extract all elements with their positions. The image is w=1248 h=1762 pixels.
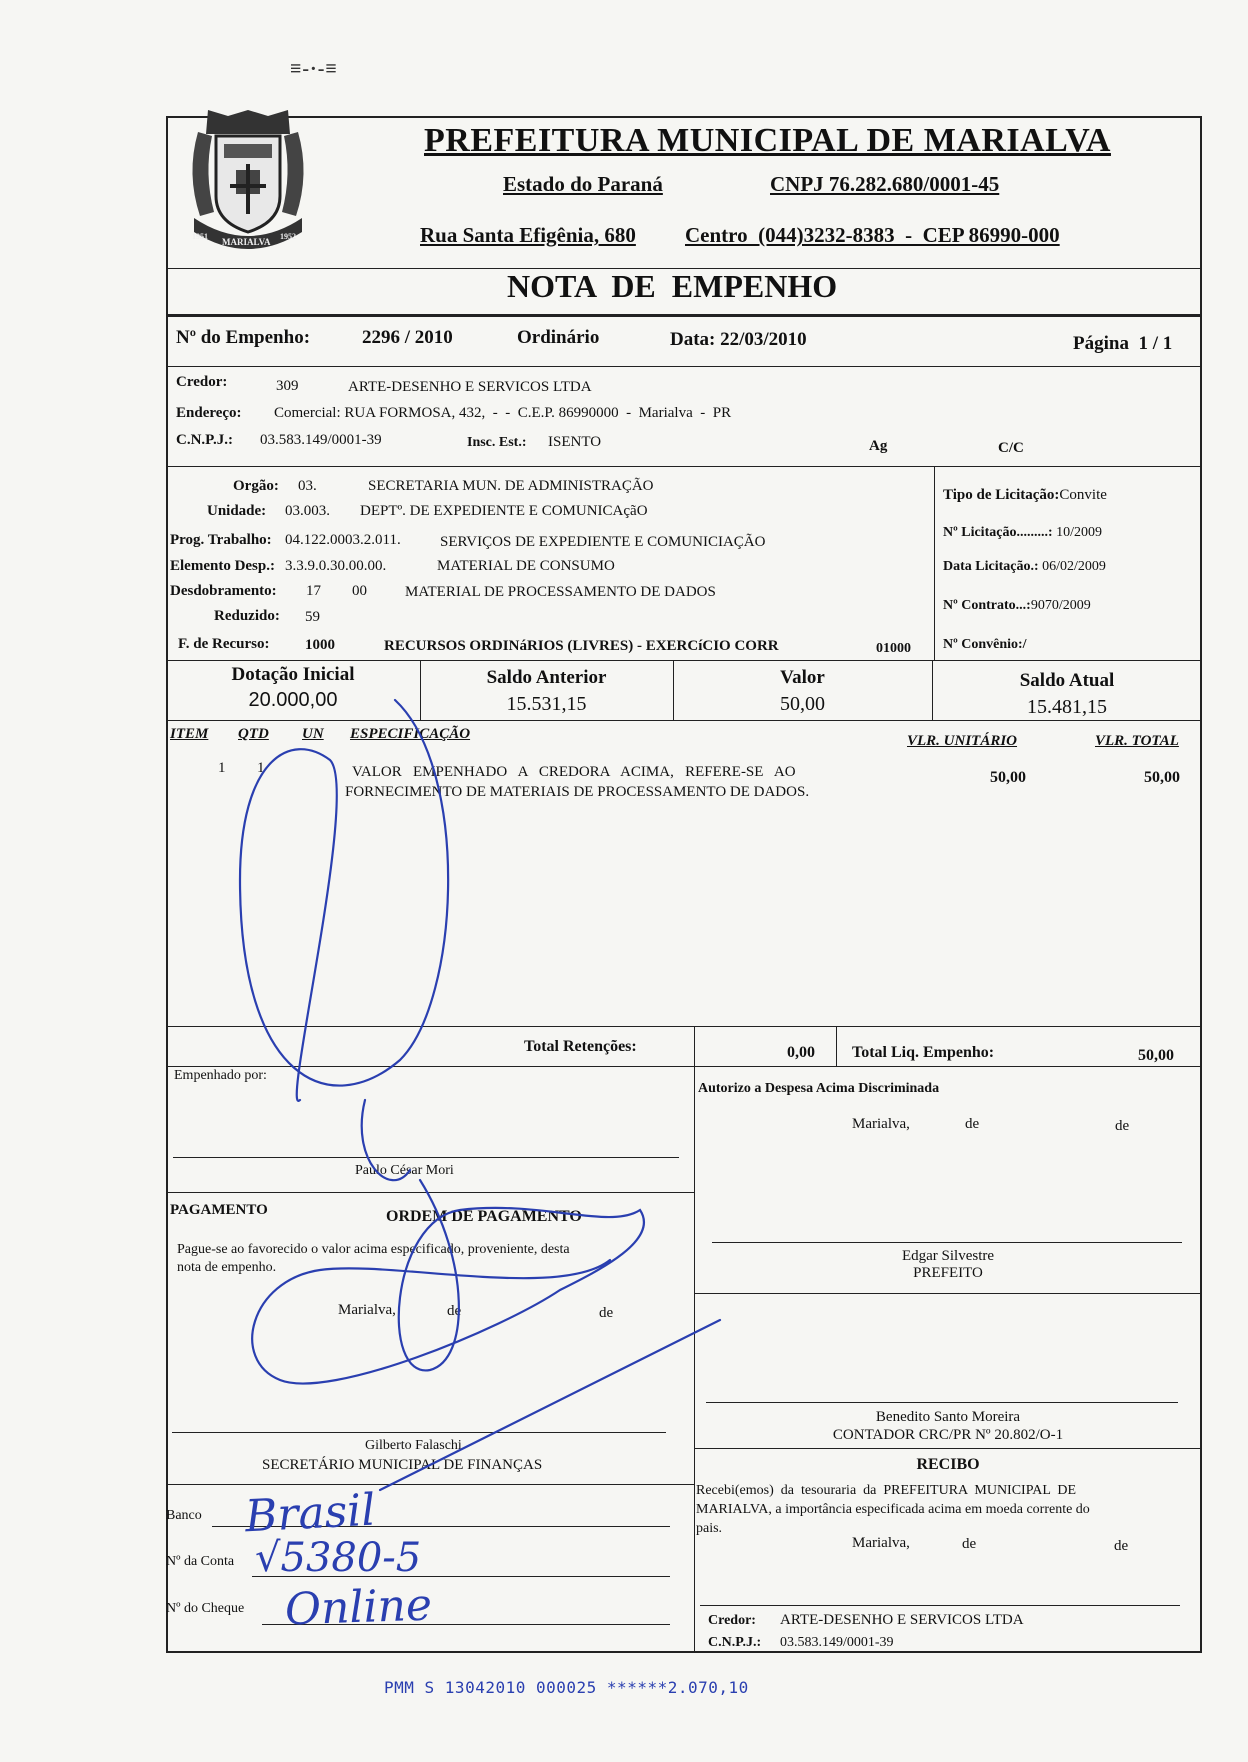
item-qtd: 1 [257,760,265,776]
handwritten-conta: √5380-5 [255,1535,422,1581]
credor-label: Credor: [176,374,228,390]
col-vlr-total: VLR. TOTAL [1095,733,1179,749]
recibo-de1: de [962,1536,977,1552]
rule [166,720,1202,721]
rule [166,1066,1202,1067]
contrato [943,598,1091,614]
rule [694,1448,1202,1449]
saldo-anterior-value: 15.531,15 [506,693,587,715]
rule [166,1026,1202,1027]
fonte-recurso-label: F. de Recurso: [178,636,270,652]
rule [166,366,1202,367]
recibo-cnpj-label: C.N.P.J.: [708,1635,762,1650]
signature-line [712,1242,1182,1243]
header-street: Rua Santa Efigênia, 680 [420,223,636,247]
crest-year-right: 1952 [280,232,296,241]
cnpj-label: C.N.P.J.: [176,432,233,448]
col-vlr-unitario: VLR. UNITÁRIO [907,733,1018,749]
autorizo-label: Autorizo a Despesa Acima Discriminada [698,1081,940,1096]
data-licitacao-label: Data Licitação.: [943,559,1039,574]
dotacao-value: 20.000,00 [248,689,338,711]
desdobramento-code1: 17 [306,583,321,599]
conta-label: Nº da Conta [166,1554,235,1569]
orgao-label: Orgão: [233,478,279,494]
secretario-name: Gilberto Falaschi [365,1438,462,1453]
empenho-date: Data: 22/03/2010 [670,329,807,350]
cheque-label: Nº do Cheque [166,1601,245,1616]
ag-label: Ag [869,438,888,454]
crest-year-left: 1951 [192,232,208,241]
fonte-recurso-desc: RECURSOS ORDINáRIOS (LIVRES) - EXERCíCIO CORR [384,638,779,654]
dotacao-label: Dotação Inicial [231,664,355,685]
reduzido-code: 59 [305,609,320,625]
desdobramento-label: Desdobramento: [170,583,277,599]
total-liquido-label: Total Liq. Empenho: [852,1044,995,1061]
prog-code: 04.122.0003.2.011. [285,532,401,548]
rule [694,1026,695,1066]
rule [166,660,1202,661]
saldo-atual-value: 15.481,15 [1027,696,1107,718]
pagamento-city: Marialva, [338,1302,396,1318]
data-licitacao-value: 06/02/2009 [1042,559,1106,574]
recibo-credor-name: ARTE-DESENHO E SERVICOS LTDA [780,1612,1024,1628]
reduzido-label: Reduzido: [214,608,280,624]
pagamento-de2: de [599,1305,614,1321]
tipo-licitacao-label: Tipo de Licitação: [943,487,1060,503]
top-mark: ≡-·-≡ [290,58,338,80]
credor-code: 309 [276,378,299,394]
banco-label: Banco [166,1508,202,1523]
handwritten-cheque: Online [284,1579,433,1636]
document-title: NOTA DE EMPENHO [507,268,838,304]
recibo-city: Marialva, [852,1535,910,1551]
recibo-label: RECIBO [916,1456,980,1473]
header-title: PREFEITURA MUNICIPAL DE MARIALVA [424,122,1111,159]
saldo-atual-label: Saldo Atual [1019,670,1115,691]
desdobramento-code2: 00 [352,583,367,599]
convenio-label: Nº Convênio:/ [943,637,1027,652]
payment-stamp: PMM S 13042010 000025 ******2.070,10 [384,1678,749,1697]
total-retencoes-label: Total Retenções: [524,1038,637,1055]
header-state: Estado do Paraná [503,172,663,196]
rule [166,466,1202,467]
autorizo-de2: de [1115,1118,1130,1134]
cc-label: C/C [998,440,1024,456]
orgao-desc: SECRETARIA MUN. DE ADMINISTRAÇÃO [368,478,654,494]
unidade-label: Unidade: [207,503,267,519]
pagamento-text-line2: nota de empenho. [177,1260,277,1275]
signature-line [172,1432,666,1433]
header-cnpj: CNPJ 76.282.680/0001-45 [770,172,1000,196]
contador-title: CONTADOR CRC/PR Nº 20.802/O-1 [832,1427,1064,1443]
unidade-code: 03.003. [285,503,330,519]
empenhado-name: Paulo César Mori [355,1163,454,1178]
signature-line [706,1402,1178,1403]
unidade-desc: DEPTº. DE EXPEDIENTE E COMUNICAçãO [360,503,648,519]
data-licitacao [943,559,1106,575]
recibo-text-line3: pais. [696,1521,723,1536]
rule [694,1293,1202,1294]
prog-label: Prog. Trabalho: [170,532,272,548]
fonte-recurso-num: 01000 [876,641,911,656]
contrato-label: Nº Contrato...: [943,598,1031,613]
credor-name: ARTE-DESENHO E SERVICOS LTDA [348,379,592,395]
saldo-anterior-label: Saldo Anterior [486,667,607,688]
fonte-recurso-code: 1000 [305,637,335,653]
item-total-value: 50,00 [1144,769,1180,786]
item-spec-line2: FORNECIMENTO DE MATERIAIS DE PROCESSAMENTO DE DADOS. [345,784,810,800]
insc-label: Insc. Est.: [467,435,527,450]
valor-label: Valor [780,667,825,688]
rule [166,1192,694,1193]
rule [694,1066,695,1653]
item-unit-value: 50,00 [990,769,1026,786]
item-spec-line1: VALOR EMPENHADO A CREDORA ACIMA, REFERE-SE AO [352,764,796,780]
recibo-de2: de [1114,1538,1129,1554]
rule [836,1026,837,1066]
recibo-text-line2: MARIALVA, a importância especificada acima em moeda corrente do [696,1502,1090,1517]
num-licitacao-label: Nº Licitação.........: [943,525,1053,540]
pagamento-de1: de [447,1303,462,1319]
elemento-code: 3.3.9.0.30.00.00. [285,558,387,574]
tipo-licitacao [943,487,1107,504]
item-number: 1 [218,760,226,776]
pagamento-label: PAGAMENTO [170,1202,268,1218]
tipo-licitacao-value: Convite [1059,487,1107,503]
total-retencoes-value: 0,00 [787,1044,815,1061]
autorizo-city: Marialva, [852,1116,910,1132]
contrato-value: 9070/2009 [1030,598,1091,613]
num-licitacao [943,525,1102,541]
desdobramento-desc: MATERIAL DE PROCESSAMENTO DE DADOS [405,584,716,600]
col-qtd: QTD [238,726,269,742]
recibo-credor-label: Credor: [708,1613,756,1628]
rule [934,466,935,660]
page-indicator: Página 1 / 1 [1073,333,1173,354]
col-item: ITEM [170,726,209,742]
mayor-name: Edgar Silvestre [901,1248,995,1264]
rule [166,1484,694,1485]
crest-ribbon-text: MARIALVA [222,237,271,247]
valor-value: 50,00 [780,693,825,715]
autorizo-de1: de [965,1116,980,1132]
ordem-pagamento-label: ORDEM DE PAGAMENTO [386,1208,582,1225]
header-district-phone-cep: Centro (044)3232-8383 - CEP 86990-000 [685,223,1060,247]
pagamento-text-line1: Pague-se ao favorecido o valor acima especificado, proveniente, desta [177,1242,570,1257]
rule [166,314,1202,317]
num-licitacao-value: 10/2009 [1056,525,1102,540]
contador-name: Benedito Santo Moreira [875,1409,1021,1425]
signature-line [173,1157,679,1158]
elemento-label: Elemento Desp.: [170,558,275,574]
prog-desc: SERVIÇOS DE EXPEDIENTE E COMUNICIAÇÃO [440,534,766,550]
recibo-cnpj: 03.583.149/0001-39 [780,1635,894,1650]
signature-line [700,1605,1180,1606]
credor-cnpj: 03.583.149/0001-39 [260,432,382,448]
address-label: Endereço: [176,405,242,421]
empenho-number-label: Nº do Empenho: [176,327,311,348]
elemento-desc: MATERIAL DE CONSUMO [437,558,615,574]
col-especificacao: ESPECIFICAÇÃO [350,726,471,742]
empenhado-label: Empenhado por: [174,1068,267,1083]
total-liquido-value: 50,00 [1138,1047,1174,1064]
credor-insc: ISENTO [548,434,602,450]
recibo-text-line1: Recebi(emos) da tesouraria da PREFEITURA MUNICIPAL DE [696,1483,1077,1498]
col-un: UN [302,726,324,742]
handwritten-banco: Brasil [243,1484,377,1543]
empenho-type: Ordinário [517,327,600,348]
orgao-code: 03. [298,478,317,494]
credor-address: Comercial: RUA FORMOSA, 432, - - C.E.P. 86990000 - Marialva - PR [274,405,732,421]
empenho-number: 2296 / 2010 [362,327,453,348]
mayor-title: PREFEITO [913,1265,983,1281]
secretario-title: SECRETÁRIO MUNICIPAL DE FINANÇAS [262,1457,543,1473]
